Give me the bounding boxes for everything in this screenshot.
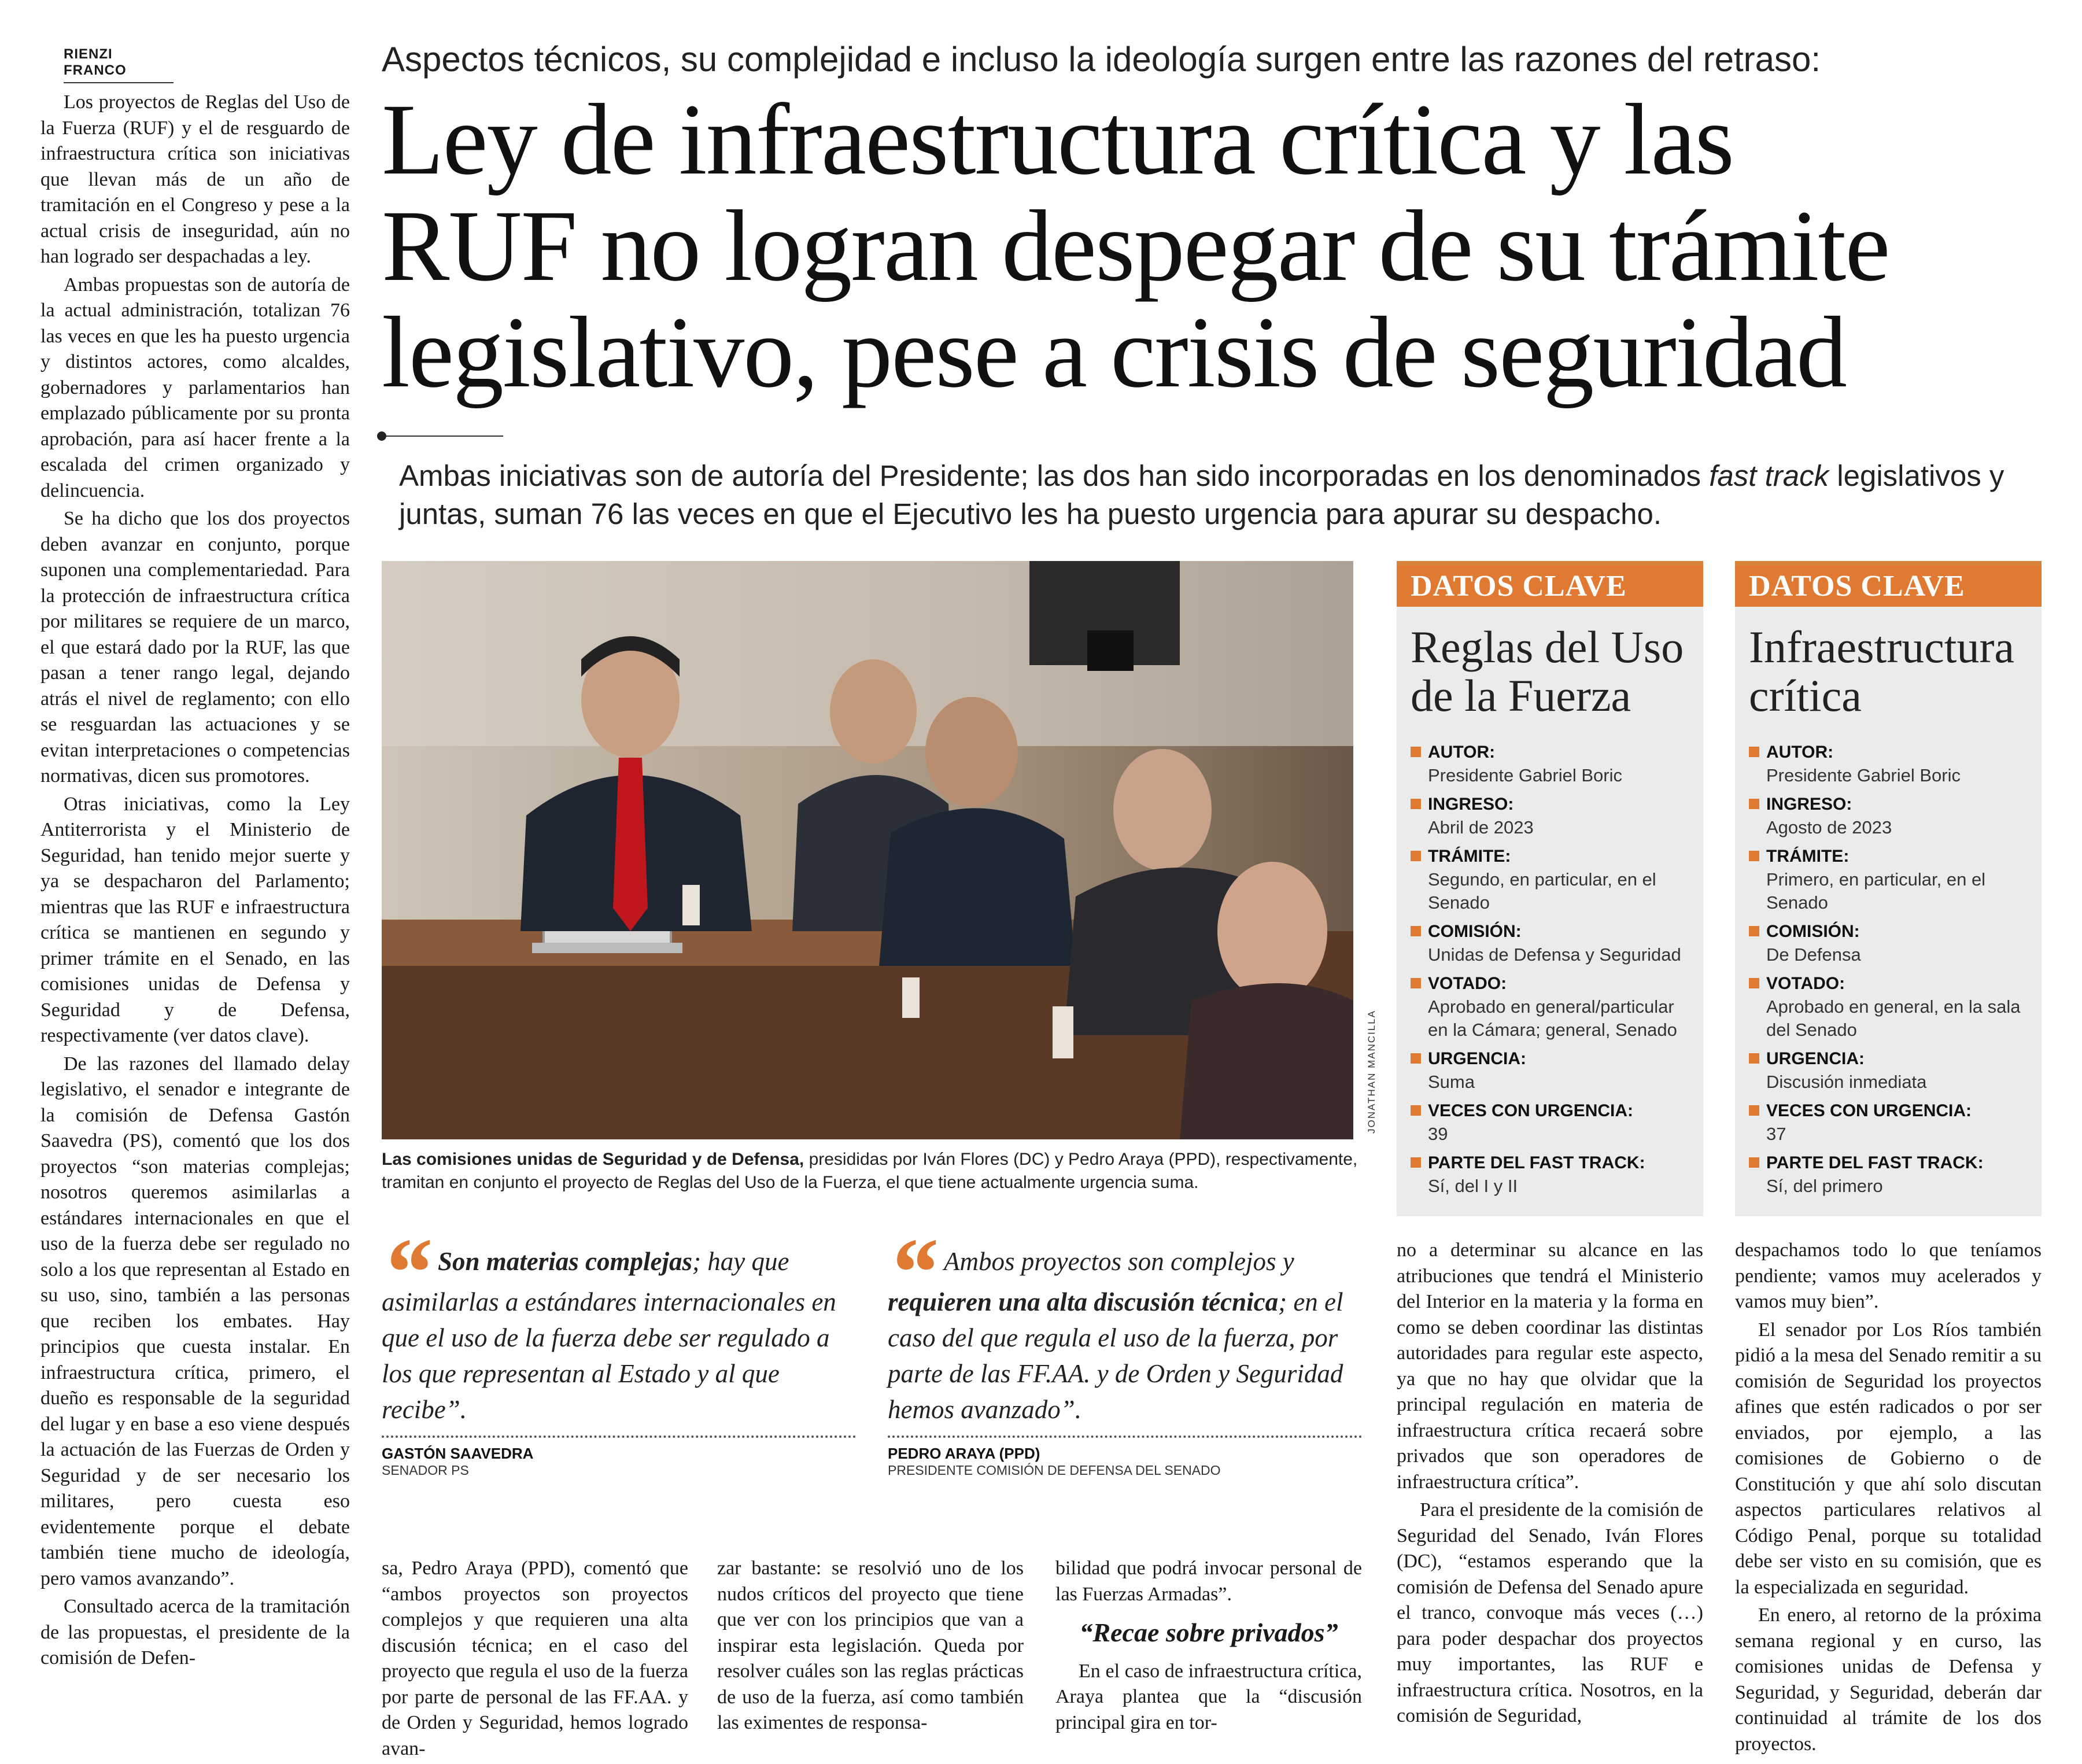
list-item: INGRESO: Agosto de 2023 bbox=[1749, 793, 2036, 839]
photo-credit: JONATHAN MANCILLA bbox=[1366, 1009, 1377, 1134]
list-item: VECES CON URGENCIA: 39 bbox=[1411, 1099, 1697, 1146]
left-column bbox=[40, 90, 350, 1674]
paragraph: En enero, al retorno de la próxima semana regional y en curso, las comisiones unidas de Defensa y Seguridad, y Seguridad, deberán dar continuidad al trámite de los dos proyectos. bbox=[1735, 1604, 2042, 1755]
quote-araya bbox=[888, 1218, 1362, 1478]
list-item: VOTADO: Aprobado en general, en la sala del Senado bbox=[1749, 972, 2036, 1042]
headline bbox=[382, 83, 2059, 409]
list-item: INGRESO: Abril de 2023 bbox=[1411, 793, 1697, 839]
list-item: TRÁMITE: Segundo, en particular, en el Senado bbox=[1411, 845, 1697, 914]
byline: RIENZI FRANCO bbox=[64, 46, 174, 83]
quote-saavedra bbox=[382, 1218, 856, 1478]
photo-caption: Las comisiones unidas de Seguridad y de Defensa, presididas por Iván Flores (DC) y Pedro Araya (PPD), respectivamente, tramitan en conjunto el proyecto de Reglas del Uso de la Fuerza, el que tiene actualmente urgencia suma. bbox=[382, 1150, 1358, 1192]
box-list bbox=[1397, 741, 1703, 1198]
quote-text: “ Ambos proyectos son complejos y requieren una alta discusión técnica; en el caso del que regula el uso de la fuerza, por parte de las FF.AA. y de Orden y Seguridad hemos avanzado”. bbox=[888, 1218, 1343, 1424]
quote-author-role: PRESIDENTE COMISIÓN DE DEFENSA DEL SENADO bbox=[888, 1463, 1221, 1478]
quote-author: PEDRO ARAYA (PPD) bbox=[888, 1445, 1040, 1462]
list-item: COMISIÓN: Unidas de Defensa y Seguridad bbox=[1411, 920, 1697, 966]
photo bbox=[382, 561, 1353, 1139]
quote-mark-icon: “ bbox=[382, 1218, 431, 1327]
divider bbox=[888, 1435, 1362, 1438]
paragraph: sa, Pedro Araya (PPD), comentó que “ambos proyectos son proyectos complejos y que requieren una alta discusión técnica; en el caso del proyecto que regula el uso de la fuerza por parte de personal de las FF.AA. y de Orden y Seguridad, hemos logrado avan- bbox=[382, 1558, 688, 1759]
list-item: TRÁMITE: Primero, en particular, en el Senado bbox=[1749, 845, 2036, 914]
paragraph: zar bastante: se resolvió uno de los nudos críticos del proyecto que tiene que ver con los principios que van a inspirar esta legislación. Queda por resolver cuáles son las reglas prácticas de uso de la fuerza, así como también las eximentes de responsa- bbox=[717, 1558, 1024, 1733]
list-item: VECES CON URGENCIA: 37 bbox=[1749, 1099, 2036, 1146]
paragraph: De las razones del llamado delay legislativo, el senador e integrante de la comisión de Defensa Gastón Saavedra (PS), comentó que los dos proyectos “son materias complejas; nosotros queremos asimilarlas a estándares internacionales en que el uso de la fuerza debe ser regulado no solo a los que representan al Estado en su uso, sino, también a las personas que reciben los embates. Hay principios que cuesta instalar. En infraestructura crítica, primero, el dueño es responsable de la seguridad del lugar y en base a eso viene después la actuación de las Fuerzas de Orden y Seguridad y de ser necesario los militares, pero cuesta eso evidentemente porque el debate también tiene mucho de ideología, pero vamos avanzando”. bbox=[40, 1053, 350, 1589]
subheading: “Recae sobre privados” bbox=[1079, 1618, 1338, 1647]
paragraph: no a determinar su alcance en las atribuciones que tendrá el Ministerio del Interior en la materia y la forma en como se deben coordinar las distintas autoridades para regular este aspecto, ya que no hay que olvidar que la principal regulación en materia de infraestructura crítica recaerá sobre privados que son operadores de infraestructura crítica”. bbox=[1397, 1239, 1703, 1493]
paragraph: Otras iniciativas, como la Ley Antiterrorista y el Ministerio de Seguridad, han tenido mejor suerte y ya se despacharon del Parlamento; mientras que las RUF e infraestructura crítica se mantienen en segundo y primer trámite en el Senado, en las comisiones unidas de Defensa y Seguridad y de Defensa, respectivamente (ver datos clave). bbox=[40, 793, 350, 1046]
list-item: URGENCIA: Discusión inmediata bbox=[1749, 1047, 2036, 1094]
paragraph: Ambas propuestas son de autoría de la actual administración, totalizan 76 las veces en que les ha puesto urgencia y distintos actores, como alcaldes, gobernadores y parlamentarios han emplazado públicamente por su pronta aprobación, para así hacer frente a la escalada del crimen organizado y delincuencia. bbox=[40, 274, 350, 501]
quote-text: “ Son materias complejas; hay que asimilarlas a estándares internacionales en que el uso de la fuerza debe ser regulado a los que representan al Estado y al que recibe”. bbox=[382, 1218, 836, 1424]
list-item: URGENCIA: Suma bbox=[1411, 1047, 1697, 1094]
divider bbox=[382, 436, 503, 437]
quote-mark-icon: “ bbox=[888, 1218, 937, 1327]
list-item: COMISIÓN: De Defensa bbox=[1749, 920, 2036, 966]
datos-clave-box-infraestructura bbox=[1735, 561, 2042, 1216]
article-column bbox=[1735, 1238, 2042, 1759]
paragraph: El senador por Los Ríos también pidió a la mesa del Senado remitir a su comisión de Seguridad los proyectos afines que estén radicados o por ser enviados, por ejemplo, a las comisiones de Gobierno o de Constitución y que ahí solo discutan aspectos particulares relativos al Código Penal, porque su totalidad debe ser visto en su comisión, que es la especializada en seguridad. bbox=[1735, 1319, 2042, 1598]
committee-photo bbox=[382, 561, 1353, 1139]
headline-line: legislativo, pese a crisis de seguridad bbox=[382, 296, 1846, 409]
article-column bbox=[1397, 1238, 1703, 1732]
quote-author: GASTÓN SAAVEDRA bbox=[382, 1445, 534, 1462]
paragraph: Los proyectos de Reglas del Uso de la Fuerza (RUF) y el de resguardo de infraestructura crítica son iniciativas que llevan más de un año de tramitación en el Congreso y pese a la actual crisis de inseguridad, aún no han logrado ser despachadas a ley. bbox=[40, 91, 350, 267]
box-title: Reglas del Uso de la Fuerza bbox=[1411, 622, 1684, 721]
box-header: DATOS CLAVE bbox=[1397, 566, 1703, 607]
box-header: DATOS CLAVE bbox=[1735, 566, 2042, 607]
list-item: AUTOR: Presidente Gabriel Boric bbox=[1411, 741, 1697, 787]
quote-author-role: SENADOR PS bbox=[382, 1463, 469, 1478]
box-list bbox=[1735, 741, 2042, 1198]
headline-line: RUF no logran despegar de su trámite bbox=[382, 190, 1889, 302]
kicker: Aspectos técnicos, su complejidad e incluso la ideología surgen entre las razones del retraso: bbox=[382, 40, 1821, 79]
paragraph: despachamos todo lo que teníamos pendiente; vamos muy acelerados y vamos muy bien”. bbox=[1735, 1239, 2042, 1312]
box-title: Infraestructura crítica bbox=[1749, 622, 2015, 721]
article-column bbox=[1055, 1556, 1362, 1738]
list-item: PARTE DEL FAST TRACK: Sí, del primero bbox=[1749, 1152, 2036, 1198]
deck: Ambas iniciativas son de autoría del Presidente; las dos han sido incorporadas en los denominados fast track legislativos y juntas, suman 76 las veces en que el Ejecutivo les ha puesto urgencia para apurar su despacho. bbox=[399, 459, 2005, 530]
list-item: AUTOR: Presidente Gabriel Boric bbox=[1749, 741, 2036, 787]
article-column bbox=[382, 1556, 688, 1764]
paragraph: En el caso de infraestructura crítica, Araya plantea que la “discusión principal gira en tor- bbox=[1055, 1660, 1362, 1733]
paragraph: bilidad que podrá invocar personal de las Fuerzas Armadas”. bbox=[1055, 1558, 1362, 1605]
paragraph: Para el presidente de la comisión de Seguridad del Senado, Iván Flores (DC), “estamos esperando que la comisión de Defensa del Senado apure el tranco, convoque más veces (…) para poder despachar dos proyectos muy importantes, las RUF e infraestructura crítica. Nosotros, en la comisión de Seguridad, bbox=[1397, 1499, 1703, 1726]
headline-line: Ley de infraestructura crítica y las bbox=[382, 83, 1733, 196]
divider bbox=[382, 1435, 856, 1438]
list-item: VOTADO: Aprobado en general/particular en la Cámara; general, Senado bbox=[1411, 972, 1697, 1042]
paragraph: Consultado acerca de la tramitación de las propuestas, el presidente de la comisión de Defen- bbox=[40, 1596, 350, 1669]
list-item: PARTE DEL FAST TRACK: Sí, del I y II bbox=[1411, 1152, 1697, 1198]
paragraph: Se ha dicho que los dos proyectos deben avanzar en conjunto, porque suponen una complementariedad. Para la protección de infraestructura crítica por militares se requiere de un marco, el que estará dado por la RUF, las que pasan a tener rango legal, dejando atrás el nivel de reglamento; con ello se resguardan las actuaciones y se evitan interpretaciones o competencias normativas, dicen sus promotores. bbox=[40, 508, 350, 787]
article-column bbox=[717, 1556, 1024, 1739]
datos-clave-box-ruf bbox=[1397, 561, 1703, 1216]
